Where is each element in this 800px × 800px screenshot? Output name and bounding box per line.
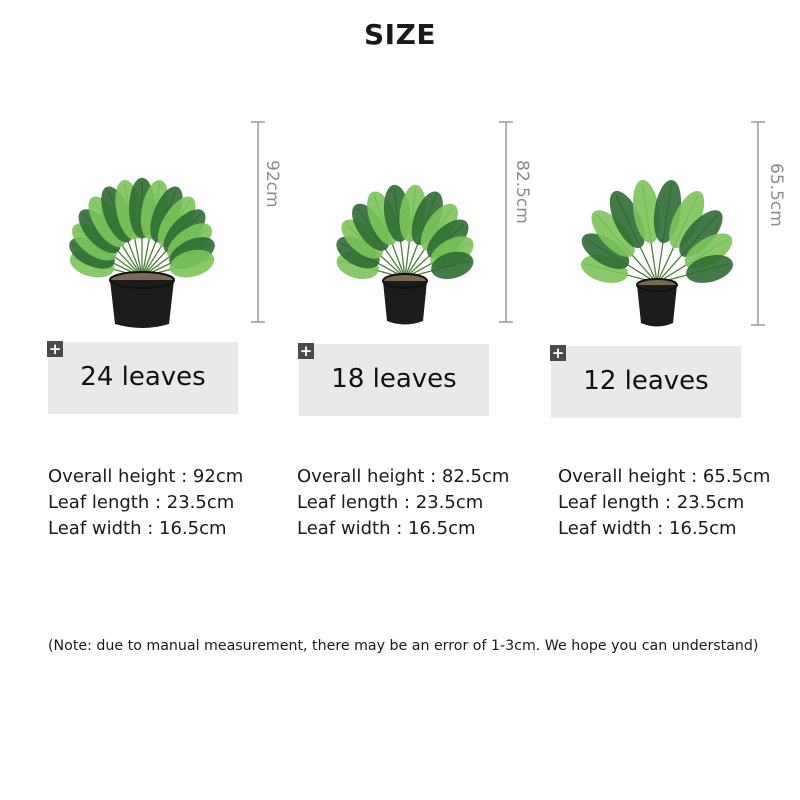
leaf-length-3: Leaf length : 23.5cm (558, 492, 745, 513)
specs-2 (297, 464, 509, 542)
leaves-label-box-3 (551, 346, 741, 418)
height-label-1: 92cm (262, 160, 282, 208)
leaf-length-2: Leaf length : 23.5cm (297, 492, 484, 513)
leaves-count-3: 12 leaves (583, 366, 709, 396)
specs-1 (48, 464, 243, 542)
overall-height-1: Overall height : 92cm (48, 466, 244, 487)
specs-3 (558, 464, 770, 542)
height-dimension-line-1 (248, 120, 268, 325)
overall-height-2: Overall height : 82.5cm (297, 466, 510, 487)
page-title: SIZE (363, 18, 436, 51)
plant-image-1 (45, 92, 240, 332)
leaf-length-1: Leaf length : 23.5cm (48, 492, 235, 513)
leaves-count-2: 18 leaves (331, 364, 457, 394)
leaf-width-3: Leaf width : 16.5cm (558, 518, 737, 539)
plus-icon: + (299, 342, 313, 360)
leaves-label-box-2 (299, 344, 489, 416)
overall-height-3: Overall height : 65.5cm (558, 466, 771, 487)
leaves-label-box-1 (48, 342, 238, 414)
height-label-2: 82.5cm (512, 160, 532, 224)
plus-icon: + (48, 340, 62, 358)
leaves-count-1: 24 leaves (80, 362, 206, 392)
measurement-note: (Note: due to manual measurement, there may be an error of 1-3cm. We hope you can understand) (48, 638, 759, 654)
leaf-width-2: Leaf width : 16.5cm (297, 518, 476, 539)
plant-image-3 (540, 98, 770, 333)
height-label-3: 65.5cm (766, 163, 786, 227)
height-dimension-line-3 (748, 120, 768, 328)
plant-image-2 (305, 95, 505, 330)
plus-icon: + (551, 344, 565, 362)
leaf-width-1: Leaf width : 16.5cm (48, 518, 227, 539)
